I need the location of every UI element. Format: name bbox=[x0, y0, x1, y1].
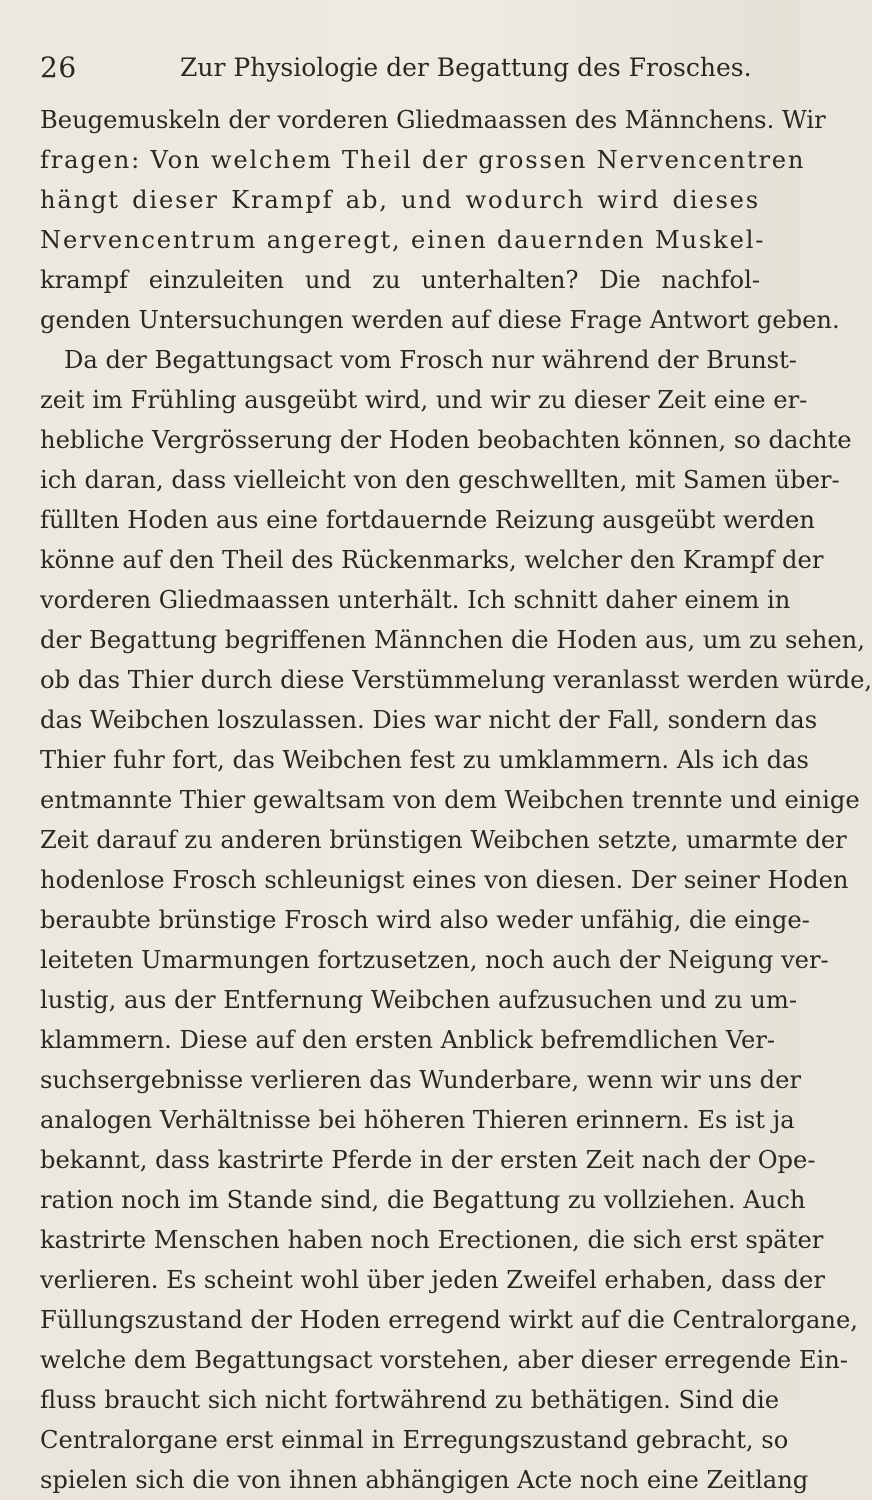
text-line: Nervencentrum angeregt, einen dauernden Muskel- bbox=[40, 226, 766, 254]
text-line: Centralorgane erst einmal in Erregungszustand gebracht, so bbox=[40, 1426, 789, 1454]
text-line: ob das Thier durch diese Verstümmelung veranlasst werden würde, bbox=[40, 666, 872, 694]
text-line: kastrirte Menschen haben noch Erectionen, die sich erst später bbox=[40, 1226, 824, 1254]
page-header bbox=[40, 48, 760, 88]
text-line: füllten Hoden aus eine fortdauernde Reizung ausgeübt werden bbox=[40, 506, 815, 534]
text-line: krampf einzuleiten und zu unterhalten? Die nachfol- bbox=[40, 266, 760, 294]
text-line: zeit im Frühling ausgeübt wird, und wir zu dieser Zeit eine er- bbox=[40, 386, 808, 414]
text-line: analogen Verhältnisse bei höheren Thieren erinnern. Es ist ja bbox=[40, 1106, 795, 1134]
text-line: hodenlose Frosch schleunigst eines von diesen. Der seiner Hoden bbox=[40, 866, 849, 894]
text-line: hebliche Vergrösserung der Hoden beobachten können, so dachte bbox=[40, 426, 852, 454]
text-line: bekannt, dass kastrirte Pferde in der ersten Zeit nach der Ope- bbox=[40, 1146, 816, 1174]
text-line: lustig, aus der Entfernung Weibchen aufzusuchen und zu um- bbox=[40, 986, 797, 1014]
text-line: hängt dieser Krampf ab, und wodurch wird dieses bbox=[40, 186, 760, 214]
text-line: ich daran, dass vielleicht von den geschwellten, mit Samen über- bbox=[40, 466, 840, 494]
text-line: genden Untersuchungen werden auf diese Frage Antwort geben. bbox=[40, 306, 840, 334]
text-line: das Weibchen loszulassen. Dies war nicht der Fall, sondern das bbox=[40, 706, 818, 734]
text-line: beraubte brünstige Frosch wird also weder unfähig, die einge- bbox=[40, 906, 810, 934]
text-line: suchsergebnisse verlieren das Wunderbare, wenn wir uns der bbox=[40, 1066, 802, 1094]
text-line: könne auf den Theil des Rückenmarks, welcher den Krampf der bbox=[40, 546, 824, 574]
text-line: entmannte Thier gewaltsam von dem Weibchen trennte und einige bbox=[40, 786, 860, 814]
text-line: klammern. Diese auf den ersten Anblick befremdlichen Ver- bbox=[40, 1026, 776, 1054]
text-line: Thier fuhr fort, das Weibchen fest zu umklammern. Als ich das bbox=[40, 746, 809, 774]
text-line: leiteten Umarmungen fortzusetzen, noch auch der Neigung ver- bbox=[40, 946, 829, 974]
text-line: ration noch im Stande sind, die Begattung zu vollziehen. Auch bbox=[40, 1186, 806, 1214]
text-line: welche dem Begattungsact vorstehen, aber dieser erregende Ein- bbox=[40, 1346, 848, 1374]
text-line: der Begattung begriffenen Männchen die Hoden aus, um zu sehen, bbox=[40, 626, 865, 654]
page-number: 26 bbox=[40, 51, 77, 84]
text-line: fragen: Von welchem Theil der grossen Nervencentren bbox=[40, 146, 806, 174]
text-line: vorderen Gliedmaassen unterhält. Ich schnitt daher einem in bbox=[40, 586, 791, 614]
running-head: Zur Physiologie der Begattung des Frosches. bbox=[180, 53, 752, 82]
body-text bbox=[40, 100, 872, 1500]
text-line: Zeit darauf zu anderen brünstigen Weibchen setzte, umarmte der bbox=[40, 826, 847, 854]
text-line: spielen sich die von ihnen abhängigen Acte noch eine Zeitlang bbox=[40, 1466, 809, 1494]
text-line: fluss braucht sich nicht fortwährend zu bethätigen. Sind die bbox=[40, 1386, 780, 1414]
text-line: Füllungszustand der Hoden erregend wirkt auf die Centralorgane, bbox=[40, 1306, 858, 1334]
text-line: verlieren. Es scheint wohl über jeden Zweifel erhaben, dass der bbox=[40, 1266, 825, 1294]
text-line: Beugemuskeln der vorderen Gliedmaassen des Männchens. Wir bbox=[40, 106, 826, 134]
paragraph-start-line: Da der Begattungsact vom Frosch nur während der Brunst- bbox=[64, 346, 797, 374]
